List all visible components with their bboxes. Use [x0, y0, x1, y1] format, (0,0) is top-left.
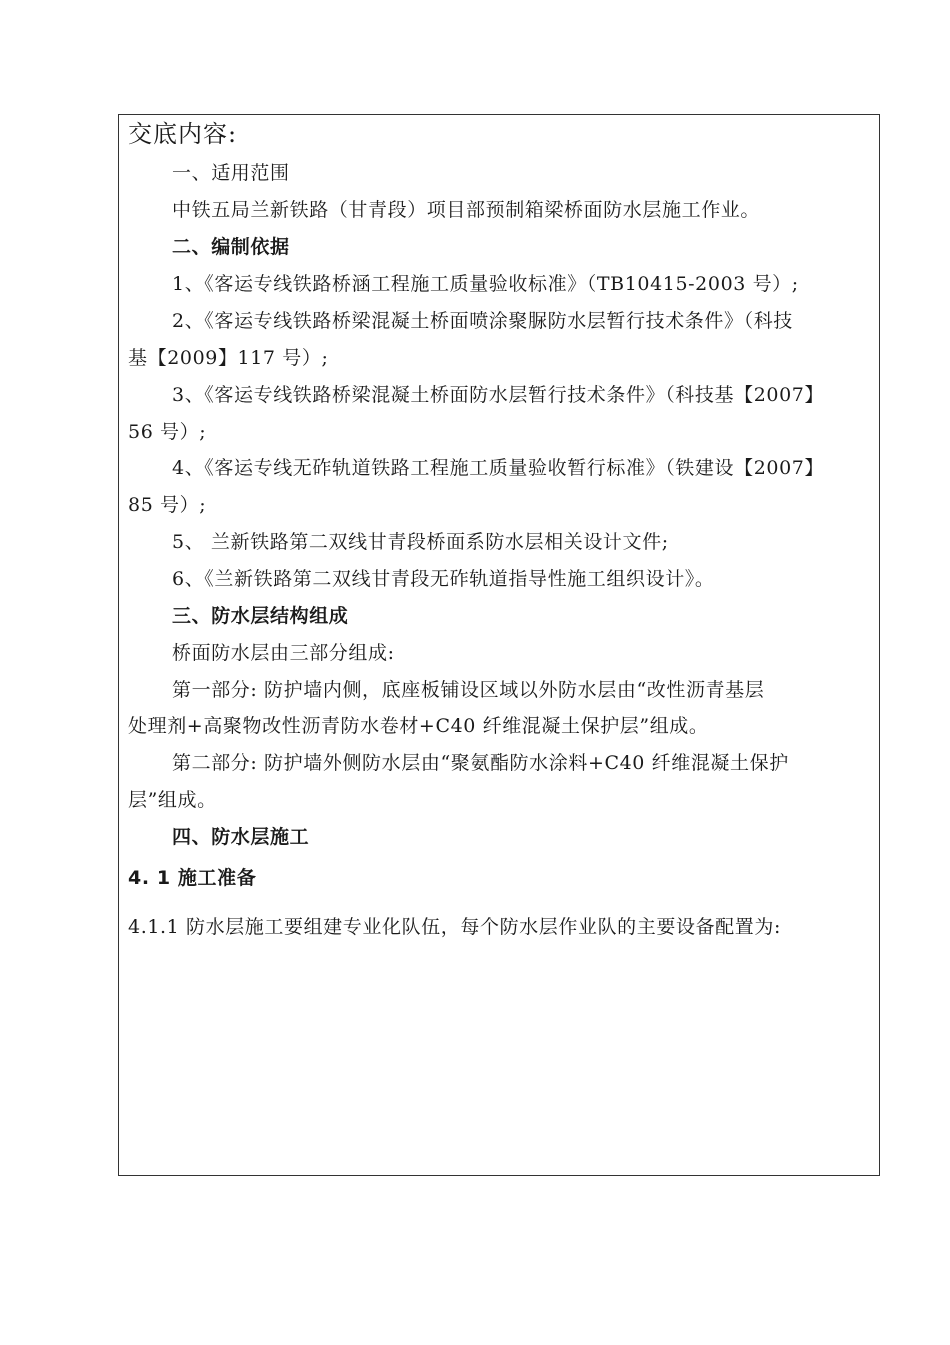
basis-item-4-line2: 85 号）; — [128, 494, 207, 516]
construction-sub-heading: 4. 1 施工准备 — [128, 867, 257, 889]
section-basis-heading: 二、编制依据 — [172, 236, 290, 258]
basis-item-3-line1: 3、《客运专线铁路桥梁混凝土桥面防水层暂行技术条件》（科技基【2007】 — [172, 384, 825, 406]
basis-item-5: 5、 兰新铁路第二双线甘青段桥面系防水层相关设计文件; — [172, 531, 669, 553]
section-construction-heading: 四、防水层施工 — [172, 826, 310, 848]
structure-part2-line2: 层”组成。 — [128, 789, 217, 811]
title-text: 交底内容: — [128, 120, 238, 148]
structure-part1-line1: 第一部分: 防护墙内侧，底座板铺设区域以外防水层由“改性沥青基层 — [172, 679, 765, 701]
section-structure-heading: 三、防水层结构组成 — [172, 605, 349, 627]
structure-intro: 桥面防水层由三部分组成: — [172, 642, 395, 664]
basis-item-4-line1: 4、《客运专线无砟轨道铁路工程施工质量验收暂行标准》（铁建设【2007】 — [172, 457, 825, 479]
structure-part1-line2: 处理剂+高聚物改性沥青防水卷材+C40 纤维混凝土保护层”组成。 — [128, 715, 709, 737]
structure-part2-line1: 第二部分: 防护墙外侧防水层由“聚氨酯防水涂料+C40 纤维混凝土保护 — [172, 752, 789, 774]
basis-item-2-line2: 基【2009】117 号）; — [128, 347, 329, 369]
basis-item-2-line1: 2、《客运专线铁路桥梁混凝土桥面喷涂聚脲防水层暂行技术条件》（科技 — [172, 310, 793, 332]
section-scope-text: 中铁五局兰新铁路（甘青段）项目部预制箱梁桥面防水层施工作业。 — [172, 199, 761, 221]
basis-item-1: 1、《客运专线铁路桥涵工程施工质量验收标准》（TB10415-2003 号）; — [172, 273, 799, 295]
document-title — [128, 118, 237, 150]
section-scope-heading: 一、适用范围 — [172, 162, 290, 184]
basis-item-3-line2: 56 号）; — [128, 421, 207, 443]
construction-item-4-1-1: 4.1.1 防水层施工要组建专业化队伍，每个防水层作业队的主要设备配置为: — [128, 916, 781, 938]
basis-item-6: 6、《兰新铁路第二双线甘青段无砟轨道指导性施工组织设计》。 — [172, 568, 715, 590]
